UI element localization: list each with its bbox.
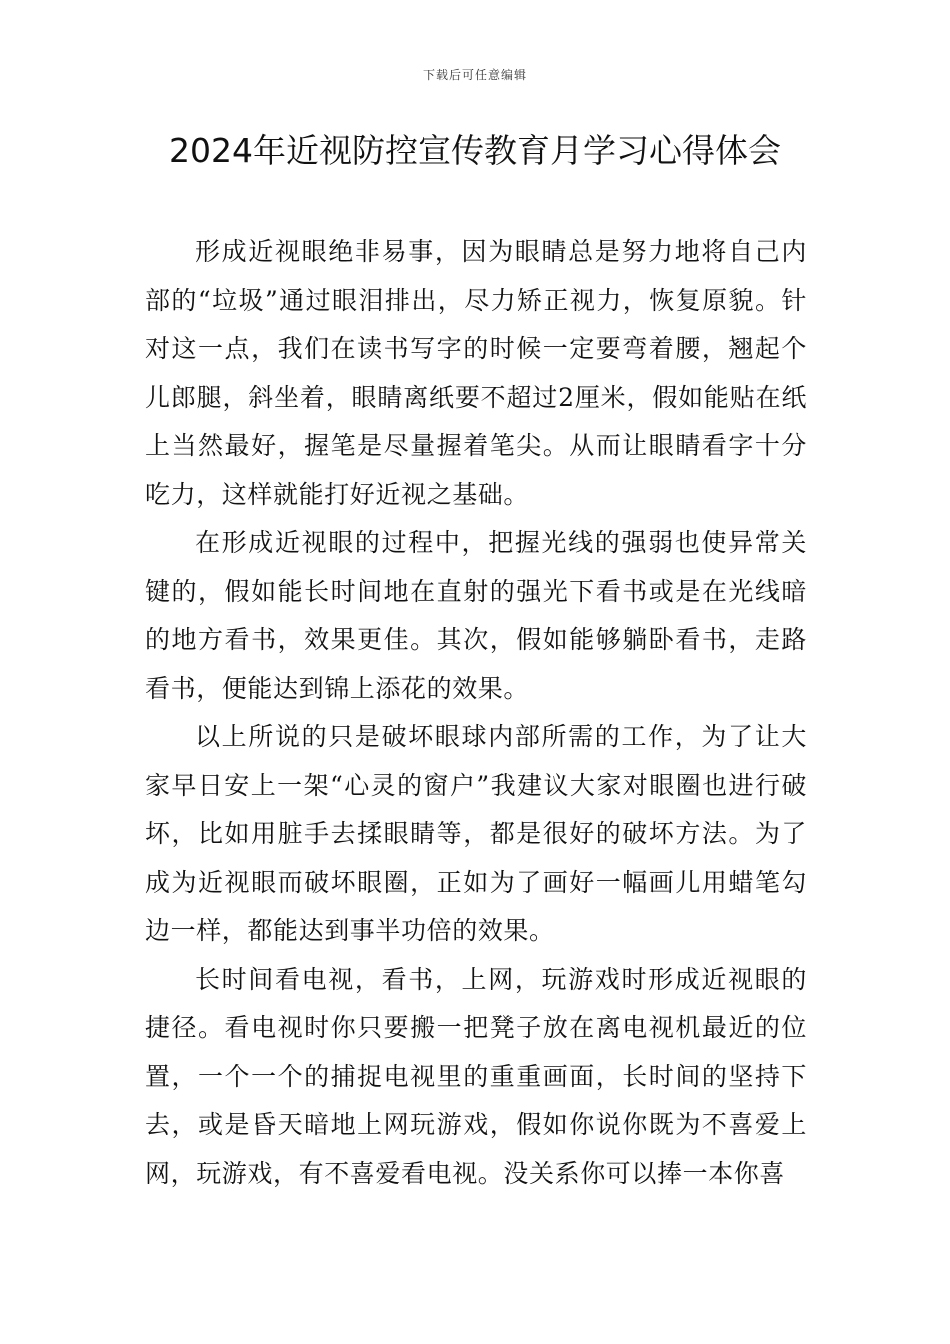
header-note: 下载后可任意编辑 [422, 68, 527, 82]
paragraph-3: 以上所说的只是破坏眼球内部所需的工作，为了让大家早日安上一架“心灵的窗户”我建议大家对眼圈也进行破坏，比如用脏手去揉眼睛等，都是很好的破坏方法。为了成为近视眼而破坏眼圈，正如为了画好一幅画儿用蜡笔勾边一样，都能达到事半功倍的效果。 [145, 722, 807, 945]
paragraph-2: 在形成近视眼的过程中，把握光线的强弱也使异常关键的，假如能长时间地在直射的强光下看书或是在光线暗的地方看书，效果更佳。其次，假如能够躺卧看书，走路看书，便能达到锦上添花的效果。 [145, 528, 807, 703]
document-body [145, 228, 807, 1198]
paragraph-1: 形成近视眼绝非易事，因为眼睛总是努力地将自己内部的“垃圾”通过眼泪排出，尽力矫正视力，恢复原貌。针对这一点，我们在读书写字的时候一定要弯着腰，翘起个儿郎腿，斜坐着，眼睛离纸要不超过2厘米，假如能贴在纸上当然最好，握笔是尽量握着笔尖。从而让眼睛看字十分吃力，这样就能打好近视之基础。 [145, 237, 807, 509]
document-title: 2024年近视防控宣传教育月学习心得体会 [169, 131, 781, 170]
paragraph-4: 长时间看电视，看书，上网，玩游戏时形成近视眼的捷径。看电视时你只要搬一把凳子放在离电视机最近的位置，一个一个的捕捉电视里的重重画面，长时间的坚持下去，或是昏天暗地上网玩游戏，假如你说你既为不喜爱上网，玩游戏，有不喜爱看电视。没关系你可以捧一本你喜 [145, 964, 807, 1188]
